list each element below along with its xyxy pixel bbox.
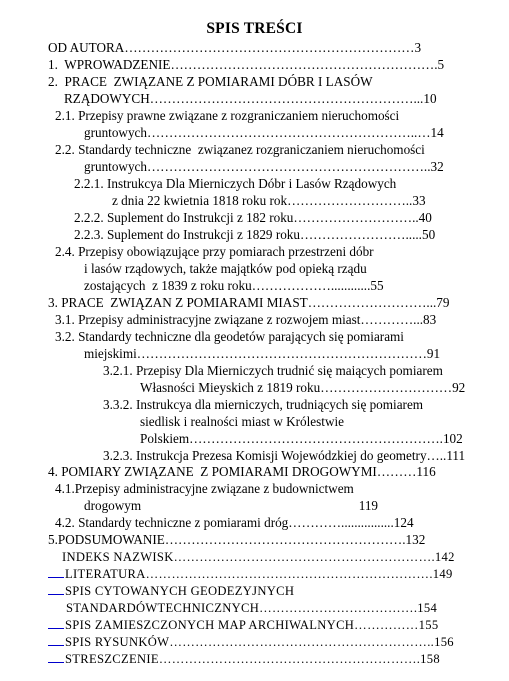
toc-entry-3-2: 3.2. Standardy techniczne dla geodetów parających się pomiarami (55, 329, 404, 344)
toc-entry-3-1: 3.1. Przepisy administracyjne związane z rozwojem miast…………...83 (55, 312, 437, 327)
toc-entry-3-2-1-cont: Własności Mieyskich z 1819 roku…………………………92 (140, 380, 466, 395)
page-title: SPIS TREŚCI (206, 20, 303, 37)
toc-entry-2-4: 2.4. Przepisy obowiązujące przy pomiarach przestrzeni dóbr (55, 244, 374, 259)
toc-entry-2-4-cont-2: zostających z 1839 z roku roku………………............55 (84, 278, 384, 293)
toc-entry-2-2: 2.2. Standardy techniczne związanez rozgraniczaniem nieruchomości (55, 142, 425, 157)
tab-leader-mark (48, 627, 64, 629)
tab-leader-mark (48, 661, 64, 663)
toc-entry-2-1-cont: gruntowych……………………………………………………..…14 (84, 125, 444, 140)
toc-entry-spis-cytowanych: SPIS CYTOWANYCH GEODEZYJNYCH (48, 583, 294, 599)
toc-entry-literatura: LITERATURA………………………………………………………….149 (48, 566, 453, 582)
toc-entry-2-4-cont-1: i lasów rządowych, także majątków pod opieką rządu (84, 261, 367, 276)
toc-entry-4-1: 4.1.Przepisy administracyjne związane z budownictwem (55, 481, 354, 496)
toc-entry-2-2-1-cont: z dnia 22 kwietnia 1818 roku rok………………………..33 (112, 193, 426, 208)
toc-entry-4-2: 4.2. Standardy techniczne z pomiarami dróg…………................124 (55, 515, 414, 530)
toc-entry-3-3-2-cont-2: Polskiem………………………………………………….102 (140, 431, 463, 446)
toc-entry-indeks: INDEKS NAZWISK…………………………………………………….142 (62, 550, 455, 564)
toc-entry-3-3-2: 3.3.2. Instrukcya dla mierniczych, trudniących się pomiarem (103, 397, 424, 412)
toc-entry-spis-map: SPIS ZAMIESZCZONYCH MAP ARCHIWALNYCH……………155 (48, 617, 438, 633)
toc-entry-spis-rysunkow: SPIS RYSUNKÓW……………………………………………………..156 (48, 634, 454, 650)
toc-entry-spis-cytowanych-cont: STANDARDÓWTECHNICZNYCH……………………………….154 (66, 601, 438, 615)
toc-entry-chapter-4: 4. POMIARY ZWIĄZANE Z POMIARAMI DROGOWYMI………116 (48, 464, 436, 479)
tab-leader-mark (48, 576, 64, 578)
toc-entry-2-2-cont: gruntowych………………………………………………………..32 (84, 159, 444, 174)
toc-entry-chapter-2: 2. PRACE ZWIĄZANE Z POMIARAMI DÓBR I LASÓW (48, 74, 373, 89)
toc-entry-3-2-3: 3.2.3. Instrukcja Prezesa Komisji Wojewódzkiej do geometry…..111 (103, 448, 466, 463)
tab-leader-mark (48, 644, 64, 646)
toc-entry-2-2-3: 2.2.3. Suplement do Instrukcji z 1829 roku…………………….....50 (74, 227, 436, 242)
toc-entry-3-2-cont: miejskimi…………………………………………………………91 (84, 346, 441, 361)
toc-entry-3-2-1: 3.2.1. Przepisy Dla Mierniczych trudnić się maiących pomiarem (103, 363, 443, 378)
toc-entry-chapter-2-cont: RZĄDOWYCH……………………………………………………...10 (64, 91, 437, 106)
toc-entry-streszczenie: STRESZCZENIE…………………………………………………….158 (48, 651, 440, 667)
toc-entry-2-1: 2.1. Przepisy prawne związane z rozgraniczaniem nieruchomości (55, 108, 400, 123)
tab-leader-mark (48, 593, 64, 595)
toc-entry-chapter-3: 3. PRACE ZWIĄZAN Z POMIARAMI MIAST………………………...79 (48, 295, 450, 310)
toc-entry-2-2-1: 2.2.1. Instrukcya Dla Mierniczych Dóbr i Lasów Rządowych (74, 176, 397, 191)
toc-entry-podsumowanie: 5.PODSUMOWANIE……………………………………………….132 (48, 532, 426, 547)
toc-entry-3-3-2-cont-1: siedlisk i realności miast w Królestwie (140, 414, 345, 429)
toc-entry-4-1-cont: drogowym 119 (84, 498, 379, 513)
toc-entry-od-autora: OD AUTORA…………………………………………………………3 (48, 40, 422, 55)
toc-entry-2-2-2: 2.2.2. Suplement do Instrukcji z 182 roku………………………..40 (74, 210, 432, 225)
toc-entry-wprowadzenie: 1. WPROWADZENIE…………………………………………………….5 (48, 57, 445, 72)
